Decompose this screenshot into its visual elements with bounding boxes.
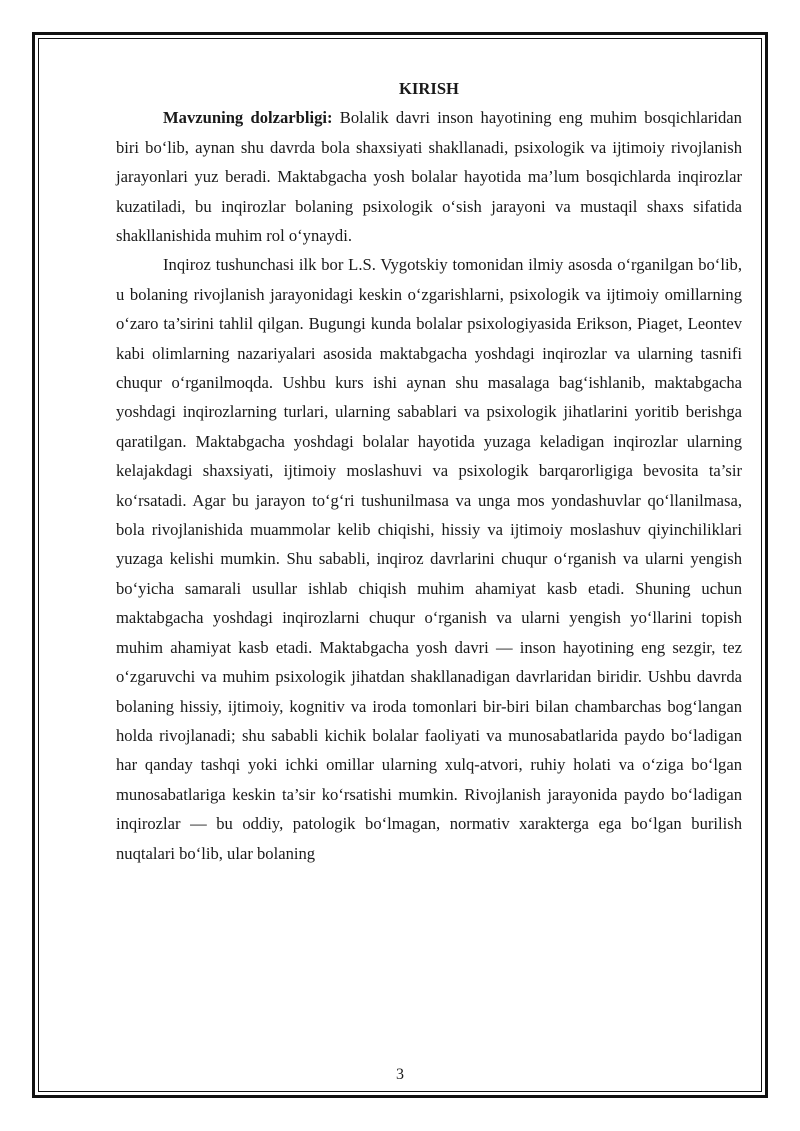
paragraph-text: Inqiroz tushunchasi ilk bor L.S. Vygotskiy tomonidan ilmiy asosda o‘rganilgan bo‘lib, u bolaning rivojlanish jarayonidagi keskin o‘zgarishlarni, psixologik va ijtimoiy omillarning o‘zaro ta’sirini tahlil qilgan. Bugungi kunda bolalar psixologiyasida Erikson, Piaget, Leontev kabi olimlarning nazariyalari asosida maktabgacha yoshdagi inqirozlar va ularning tasnifi chuqur o‘rganilmoqda. Ushbu kurs ishi aynan shu masalaga bag‘ishlanib, maktabgacha yoshdagi inqirozlarning turlari, ularning sabablari va psixologik jihatlarini yoritib berishga qaratilgan. Maktabgacha yoshdagi bolalar hayotida yuzaga keladigan inqirozlar ularning kelajakdagi shaxsiyati, ijtimoiy moslashuvi va psixologik barqarorligiga bevosita ta’sir ko‘rsatadi. Agar bu jarayon to‘g‘ri tushunilmasa va unga mos yondashuvlar qo‘llanilmasa, bola rivojlanishida muammolar kelib chiqishi, hissiy va ijtimoiy moslashuv qiyinchiliklari yuzaga kelishi mumkin. Shu sababli, inqiroz davrlarini chuqur o‘rganish va ularni yengish bo‘yicha samarali usullar ishlab chiqish muhim ahamiyat kasb etadi. Shuning uchun maktabgacha yoshdagi inqirozlarni chuqur o‘rganish va ularni yengish yo‘llarini topish muhim ahamiyat kasb etadi. Maktabgacha yosh davri — inson hayotining eng sezgir, tez o‘zgaruvchi va muhim psixologik jihatdan shakllanadigan davrlaridan biridir. Ushbu davrda bolaning hissiy, ijtimoiy, kognitiv va iroda tomonlari bir-biri bilan chambarchas bog‘langan holda rivojlanadi; shu sababli kichik bolalar faoliyati va munosabatlarida paydo bo‘ladigan har qanday tashqi yoki ichki omillar ularning xulq-atvori, ruhiy holati va o‘ziga bo‘lgan munosabatlariga keskin ta’sir ko‘rsatishi mumkin. Rivojlanish jarayonida paydo bo‘ladigan inqirozlar — bu oddiy, patologik bo‘lmagan, normativ xarakterga ega bo‘lgan burilish nuqtalari bo‘lib, ular bolaning — [116, 255, 742, 863]
page-number: 3 — [396, 1066, 404, 1083]
document-body — [116, 74, 742, 868]
paragraph-text: Bolalik davri inson hayotining eng muhim bosqichlaridan biri bo‘lib, aynan shu davrda bola shaxsiyati shakllanadi, psixologik va ijtimoiy rivojlanish jarayonlari yuz beradi. Maktabgacha yosh bolalar hayotida ma’lum bosqichlarda inqirozlar kuzatiladi, bu inqirozlar bolaning psixologik o‘sish jarayoni va mustaqil shaxs sifatida shakllanishida muhim rol o‘ynaydi. — [116, 108, 742, 246]
paragraph-relevance — [116, 103, 742, 250]
paragraph-crisis-concept — [116, 250, 742, 868]
paragraph-lead: Mavzuning dolzarbligi: — [163, 108, 333, 128]
section-title: KIRISH — [399, 79, 459, 98]
